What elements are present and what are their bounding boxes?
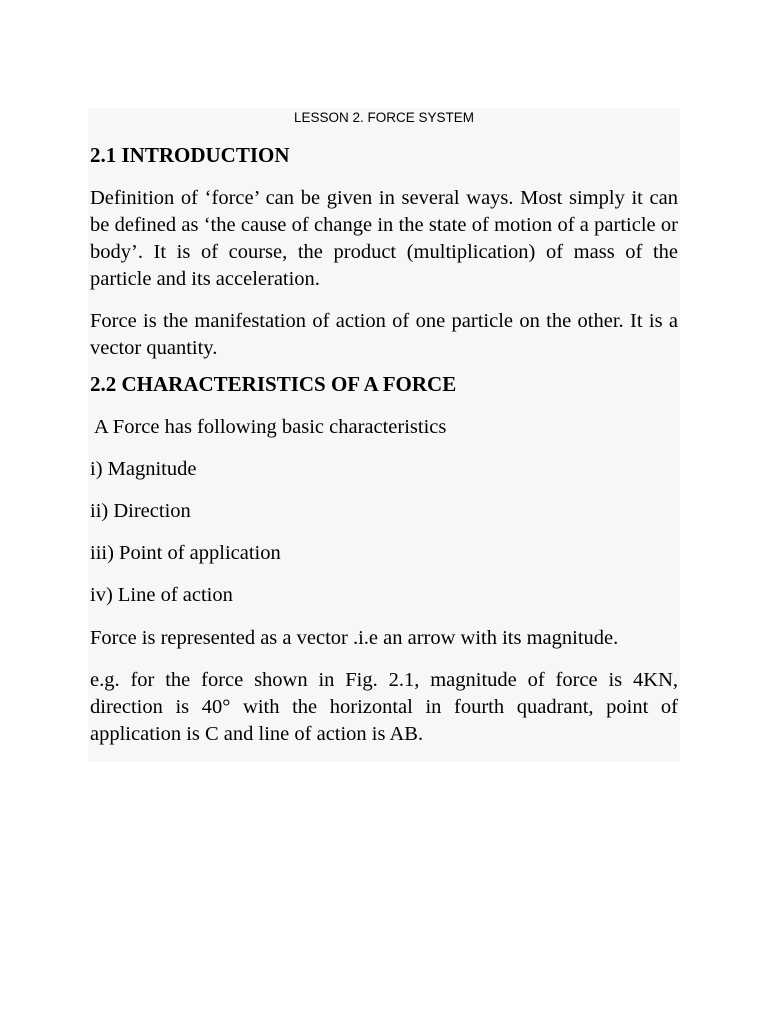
lesson-title: LESSON 2. FORCE SYSTEM xyxy=(293,110,475,125)
list-item-point-of-application: iii) Point of application xyxy=(90,542,281,564)
paragraph-force-definition: Definition of ‘force’ can be given in several ways. Most simply it can be defined as ‘the cause of change in the state of motion of a particle or body’. It is of course, the product (multiplication) of mass of the particle and its acceleration. xyxy=(90,187,678,290)
list-item-direction: ii) Direction xyxy=(90,500,191,522)
paragraph-force-manifestation: Force is the manifestation of action of one particle on the other. It is a vector quantity. xyxy=(90,310,678,359)
section-heading-introduction: 2.1 INTRODUCTION xyxy=(90,143,290,167)
paragraph-vector-representation: Force is represented as a vector .i.e an arrow with its magnitude. xyxy=(90,627,619,649)
characteristics-intro: A Force has following basic characteristics xyxy=(90,416,447,438)
list-item-line-of-action: iv) Line of action xyxy=(90,584,233,606)
paragraph-force-example: e.g. for the force shown in Fig. 2.1, magnitude of force is 4KN, direction is 40° with the horizontal in fourth quadrant, point of application is C and line of action is AB. xyxy=(90,669,678,745)
document-page xyxy=(88,108,680,762)
section-heading-characteristics: 2.2 CHARACTERISTICS OF A FORCE xyxy=(90,372,457,396)
list-item-magnitude: i) Magnitude xyxy=(90,458,197,480)
